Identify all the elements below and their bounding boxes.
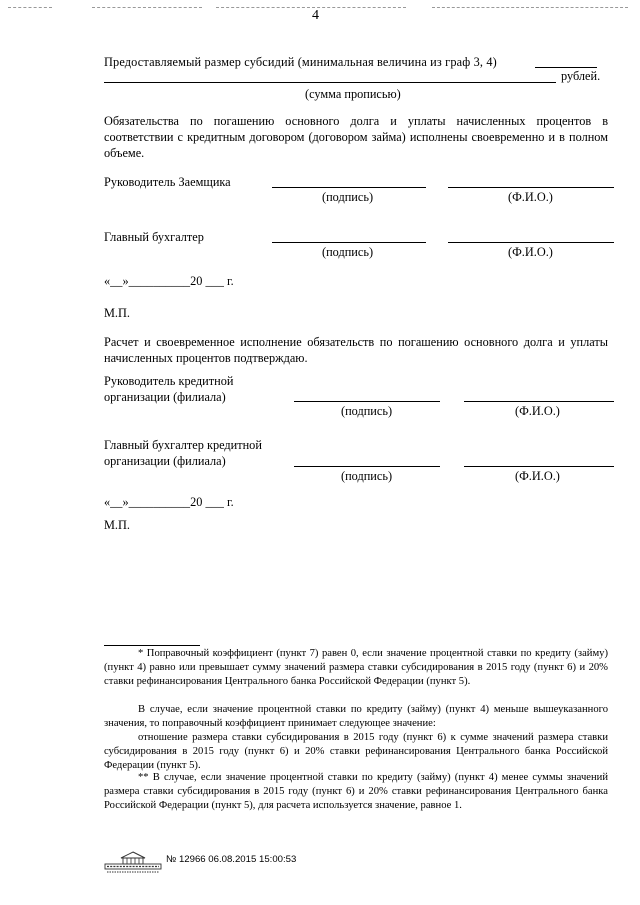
borrower-accountant-signature-line <box>272 242 426 243</box>
signature-caption: (подпись) <box>341 404 393 418</box>
subsidy-currency: рублей. <box>561 69 601 83</box>
scan-edge-mark <box>216 7 406 8</box>
borrower-head-signature-line <box>272 187 426 188</box>
bank-accountant-label-2: организации (филиала) <box>104 454 226 468</box>
footnote-separator <box>104 645 200 646</box>
registration-stamp: № 12966 06.08.2015 15:00:53 <box>166 854 297 865</box>
scan-edge-mark <box>8 7 52 8</box>
borrower-date-line: «__»__________20 ___ г. <box>104 274 234 288</box>
borrower-accountant-name-line <box>448 242 614 243</box>
subsidy-words-line <box>104 82 556 83</box>
signature-caption: (подпись) <box>341 469 393 483</box>
bank-date-line: «__»__________20 ___ г. <box>104 495 234 509</box>
bank-head-signature-line <box>294 401 440 402</box>
confirmation-paragraph: Расчет и своевременное исполнение обязательств по погашению основного долга и уплаты начисленных процентов подтверждаю. <box>104 335 608 365</box>
obligations-paragraph: Обязательства по погашению основного долга и уплаты начисленных процентов в соответствии с кредитным договором (договором займа) исполнены своевременно и в полном объеме. <box>104 114 608 160</box>
bank-seal: М.П. <box>104 518 130 532</box>
name-caption: (Ф.И.О.) <box>508 245 553 259</box>
page-number: 4 <box>312 8 319 23</box>
borrower-head-name-line <box>448 187 614 188</box>
bank-head-name-line <box>464 401 614 402</box>
signature-caption: (подпись) <box>322 190 374 204</box>
footnote-correction-otherwise: В случае, если значение процентной ставки по кредиту (займу) (пункт 4) меньше вышеуказанного значения, то поправочный коэффициент принимает следующее значение: <box>104 704 608 729</box>
borrower-head-label: Руководитель Заемщика <box>104 175 231 189</box>
name-caption: (Ф.И.О.) <box>515 404 560 418</box>
bank-accountant-signature-line <box>294 466 440 467</box>
borrower-seal: М.П. <box>104 306 130 320</box>
scan-edge-mark <box>432 7 628 8</box>
bank-accountant-name-line <box>464 466 614 467</box>
footnote-correction-ratio: отношение размера ставки субсидирования в 2015 году (пункт 6) к сумме значений размера ставки субсидирования в 2015 году (пункт 6) и 20% ставки рефинансирования Центрального банка Российской Федерации (пункт 5). <box>104 732 608 771</box>
footnote-correction-zero: * Поправочный коэффициент (пункт 7) равен 0, если значение процентной ставки по кредиту (займу) (пункт 4) равно или превышает сумму значений размера ставки субсидирования в 2015 году (пункт 6) и 20% ставки рефинансирования Центрального банка Российской Федерации (пункт 5). <box>104 648 608 687</box>
signature-caption: (подпись) <box>322 245 374 259</box>
name-caption: (Ф.И.О.) <box>508 190 553 204</box>
subsidy-words-caption: (сумма прописью) <box>305 87 401 101</box>
subsidy-label: Предоставляемый размер субсидий (минимальная величина из граф 3, 4) <box>104 55 497 69</box>
bank-head-label-1: Руководитель кредитной <box>104 374 234 388</box>
footnote-double-star: ** В случае, если значение процентной ставки по кредиту (займу) (пункт 4) менее суммы значений размера ставки субсидирования в 2015 году (пункт 6) и 20% ставки рефинансирования Центрального банка Российской Федерации (пункт 5), для расчета используется значение, равное 1. <box>104 772 608 811</box>
name-caption: (Ф.И.О.) <box>515 469 560 483</box>
borrower-accountant-label: Главный бухгалтер <box>104 230 204 244</box>
registry-logo-icon <box>103 849 163 875</box>
bank-head-label-2: организации (филиала) <box>104 390 226 404</box>
bank-accountant-label-1: Главный бухгалтер кредитной <box>104 438 262 452</box>
scan-edge-mark <box>92 7 202 8</box>
